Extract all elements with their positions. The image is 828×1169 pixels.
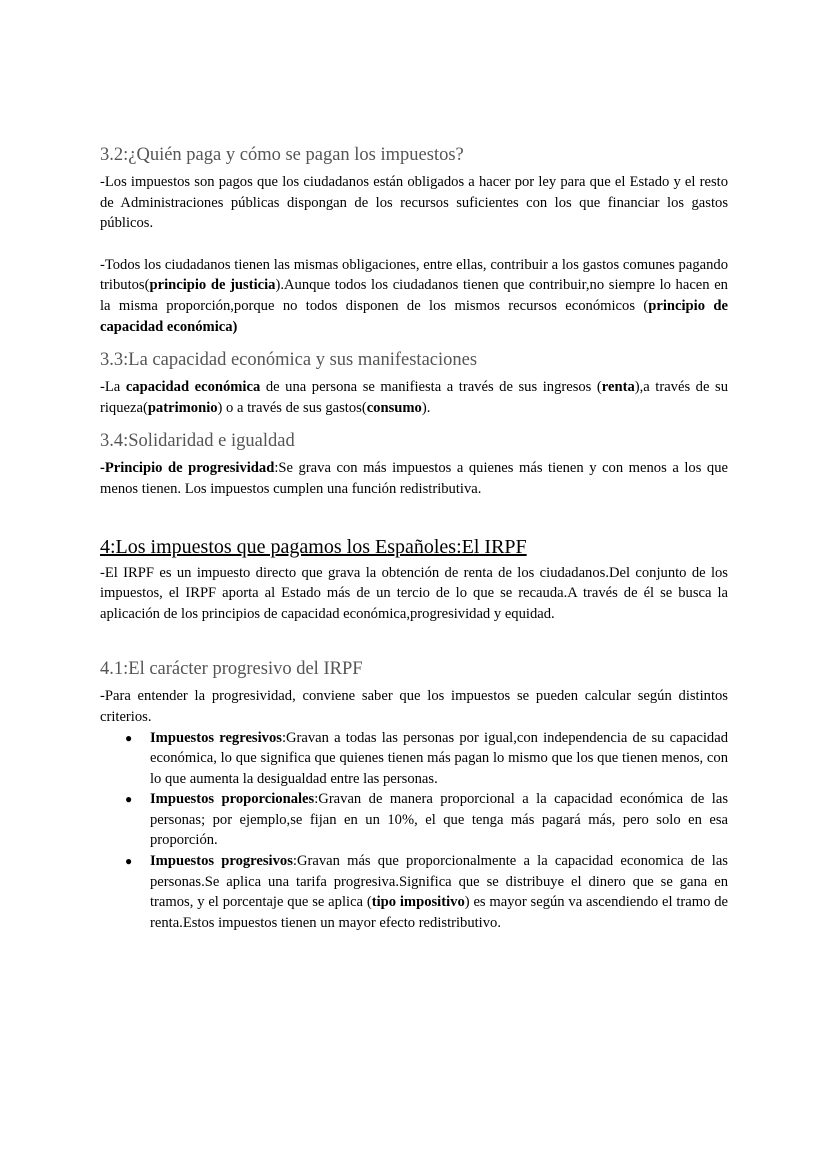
document-content [100, 142, 728, 933]
text-run: ).Aunque todos los ciudadanos tienen que contribuir,no siempre lo hacen en la misma proporción,porque no todos disponen de los mismos recursos económicos ( [100, 277, 728, 314]
section-3-3-heading: 3.3:La capacidad económica y sus manifestaciones [100, 350, 478, 371]
bold-term: consumo [366, 399, 422, 416]
bullet-icon: ● [125, 854, 133, 869]
list-item [125, 728, 728, 790]
section-3-2-heading: 3.2:¿Quién paga y cómo se pagan los impuestos? [100, 145, 464, 165]
bold-term: Impuestos proporcionales [150, 791, 315, 808]
text-run: -Todos los ciudadanos tienen las mismas obligaciones, entre ellas, contribuir a los gastos comunes pagando tributos( [100, 256, 728, 294]
bold-term: tipo impositivo [371, 894, 465, 911]
section-3-2-paragraph-2 [100, 255, 728, 337]
text-run: :Gravan más que proporcionalmente a la capacidad economica de las personas.Se aplica una tarifa progresiva.Significa que se distribuye el dinero que se gana en tramos, y el porcentaje que se aplica ( [150, 853, 728, 911]
text-run: :Gravan a todas las personas por igual,con independencia de su capacidad económica, lo que significa que quienes tienen más pagan lo mismo que los que tienen menos, con lo que aumenta la desigualdad entre las personas. [150, 729, 728, 787]
bullet-icon: ● [125, 730, 133, 745]
text-run: ). [421, 399, 431, 416]
section-4-1-intro: -Para entender la progresividad, conviene saber que los impuestos se pueden calcular según distintos criterios. [100, 688, 728, 725]
section-3-3-paragraph [100, 377, 728, 418]
section-4-1-heading: 4.1:El carácter progresivo del IRPF [100, 659, 363, 680]
section-3-2-paragraph-1: -Los impuestos son pagos que los ciudadanos están obligados a hacer por ley para que el Estado y el resto de Administraciones públicas dispongan de los recursos suficientes con los que financiar los gastos públicos. [100, 174, 728, 232]
bold-term: Impuestos progresivos [150, 853, 293, 870]
bullet-icon: ● [125, 792, 133, 807]
bold-term: capacidad económica [125, 379, 261, 396]
list-item [125, 789, 728, 851]
text-run: ) o a través de sus gastos( [217, 399, 367, 416]
bold-term: principio de justicia [149, 277, 276, 294]
text-run: ) es mayor según va ascendiendo el tramo de renta.Estos impuestos tienen un mayor efecto redistributivo. [150, 894, 728, 931]
section-3-4-heading: 3.4:Solidaridad e igualdad [100, 431, 295, 452]
section-4-heading: 4:Los impuestos que pagamos los Españoles:El IRPF [100, 535, 527, 558]
text-run: de una persona se manifiesta a través de sus ingresos ( [260, 379, 602, 396]
tax-types-list [100, 728, 728, 934]
bold-term: -Principio de progresividad [100, 460, 275, 477]
bold-term: renta [601, 379, 635, 396]
bold-term: Impuestos regresivos [150, 729, 282, 746]
text-run: ),a través de su riqueza( [100, 379, 728, 416]
text-run: :Se grava con más impuestos a quienes más tienen y con menos a los que menos tienen. Los impuestos cumplen una función redistributiva. [100, 460, 728, 497]
section-3-4-paragraph [100, 458, 728, 499]
text-run: -La [100, 379, 126, 396]
bold-term: principio de capacidad económica) [100, 297, 728, 335]
bold-term: patrimonio [147, 399, 218, 416]
section-4-paragraph: -El IRPF es un impuesto directo que grava la obtención de renta de los ciudadanos.Del conjunto de los impuestos, el IRPF aporta al Estado más de un tercio de lo que se recauda.A través de él se busca la aplicación de los principios de capacidad económica,progresividad y equidad. [100, 564, 728, 622]
list-item [125, 851, 728, 933]
text-run: :Gravan de manera proporcional a la capacidad económica de las personas; por ejemplo,se fijan en un 10%, el que tenga más pagará más, pero solo en esa proporción. [150, 791, 728, 849]
